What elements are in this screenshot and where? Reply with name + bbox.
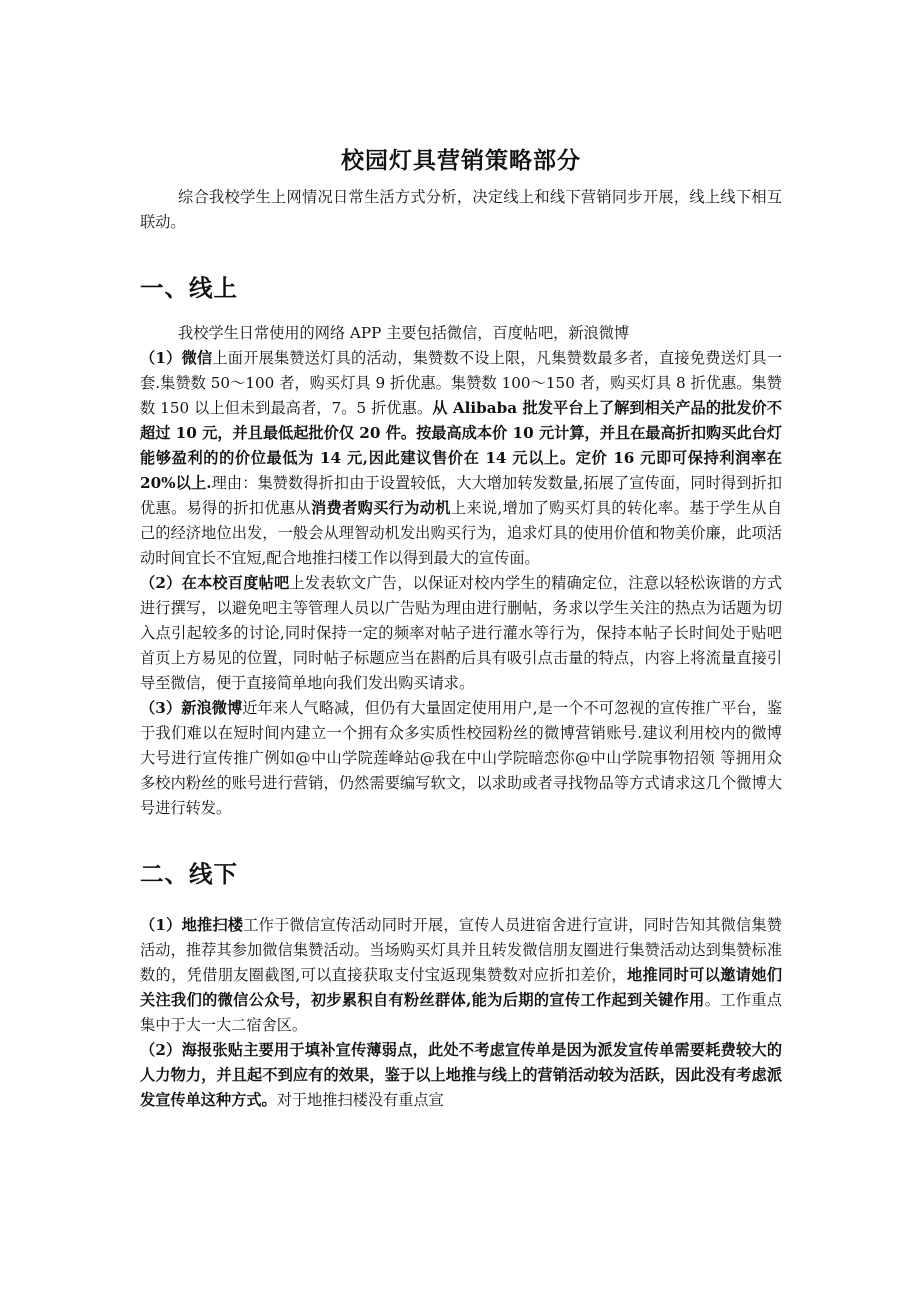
- keyword-follow-account: 地推同时可以邀请她们关注我们的微信公众号，初步累积自有粉丝群体,能为后期的宣传工作起到关键作用: [140, 966, 783, 1009]
- keyword-wechat: 微信: [181, 349, 213, 367]
- offline-item-posters: [140, 1038, 782, 1113]
- item-number: （1）: [140, 916, 182, 934]
- item-text: 上来说,增加了购买灯具的转化率。基于学生从自己的经济地位出发，一般会从理智动机发出购买行为，追求灯具的使用价值和物美价廉，此项活动时间宜长不宜短,配合地推扫楼工作以得到最大的宣传面。: [140, 499, 783, 567]
- item-text: 对于地推扫楼没有重点宣: [276, 1091, 444, 1109]
- keyword-weibo: 新浪微博: [181, 699, 243, 717]
- intro-paragraph: 综合我校学生上网情况日常生活方式分析，决定线上和线下营销同步开展，线上线下相互联动。: [140, 188, 782, 231]
- online-item-baidu-tieba: [140, 571, 782, 696]
- keyword-baidu-tieba: 在本校百度帖吧: [181, 574, 290, 592]
- item-text: 上面开展集赞送灯具的活动，集赞数不设上限，凡集赞数最多者，直接免费送灯具一套.集赞数 50～100 者，购买灯具 9 折优惠。集赞数 100～150 者，购买灯具 8 折优惠。集赞数 150 以上但未到最高者，7。5 折优惠。: [140, 349, 783, 417]
- online-item-weibo: [140, 696, 782, 821]
- item-text: 上发表软文广告，以保证对校内学生的精确定位，注意以轻松诙谐的方式进行撰写，以避免吧主等管理人员以广告贴为理由进行删帖，务求以学生关注的热点为话题为切入点引起较多的讨论,同时保持一定的频率对帖子进行灌水等行为，保持本帖子长时间处于贴吧首页上方易见的位置，同时帖子标题应当在斟酌后具有吸引点击量的特点，内容上将流量直接引导至微信，便于直接简单地向我们发出购买请求。: [140, 574, 783, 692]
- item-number: （2）: [140, 574, 182, 592]
- item-number: （2）: [140, 1041, 182, 1059]
- keyword-ground-promotion: 地推扫楼: [181, 916, 244, 934]
- section-heading-offline: 二、线下: [140, 860, 238, 888]
- item-text: 。工作重点集中于大一大二宿舍区。: [140, 991, 782, 1034]
- section-heading-online: 一、线上: [140, 274, 238, 302]
- document-page: [140, 130, 782, 1113]
- pricing-analysis: 从 Alibaba 批发平台上了解到相关产品的批发价不超过 10 元，并且最低起批价仅 20 件。按最高成本价 10 元计算，并且在最高折扣购买此台灯能够盈利的的价位最低为 14 元,因此建议售价在 14 元以上。定价 16 元即可保持利润率在 20%以上.: [140, 399, 782, 492]
- keyword-posters: 海报张贴主要用于填补宣传薄弱点，此处不考虑宣传单是因为派发宣传单需要耗费较大的人力物力，并且起不到应有的效果，鉴于以上地推与线上的营销活动较为活跃，因此没有考虑派发宣传单这种方式。: [140, 1041, 783, 1109]
- keyword-purchase-motive: 消费者购买行为动机: [310, 499, 451, 517]
- page-title: 校园灯具营销策略部分: [341, 147, 581, 174]
- item-number: （3）: [140, 699, 182, 717]
- online-item-wechat: [140, 346, 782, 571]
- item-text: 近年来人气略减，但仍有大量固定使用用户,是一个不可忽视的宣传推广平台，鉴于我们难以在短时间内建立一个拥有众多实质性校园粉丝的微博营销账号.建议利用校内的微博大号进行宣传推广例如@中山学院莲峰站@我在中山学院暗恋你@中山学院事物招领 等拥用众多校内粉丝的账号进行营销，仍然需要编写软文，以求助或者寻找物品等方式请求这几个微博大号进行转发。: [140, 699, 783, 817]
- item-number: （1）: [140, 349, 182, 367]
- item-text: 理由：集赞数得折扣由于设置较低，大大增加转发数量,拓展了宣传面，同时得到折扣优惠。易得的折扣优惠从: [140, 474, 783, 517]
- offline-item-ground-promotion: [140, 913, 782, 1038]
- item-text: 工作于微信宣传活动同时开展，宣传人员进宿舍进行宣讲，同时告知其微信集赞活动，推荐其参加微信集赞活动。当场购买灯具并且转发微信朋友圈进行集赞活动达到集赞标准数的，凭借朋友圈截图,可以直接获取支付宝返现集赞数对应折扣差价，: [140, 916, 783, 984]
- online-lead-paragraph: 我校学生日常使用的网络 APP 主要包括微信，百度帖吧，新浪微博: [178, 324, 630, 342]
